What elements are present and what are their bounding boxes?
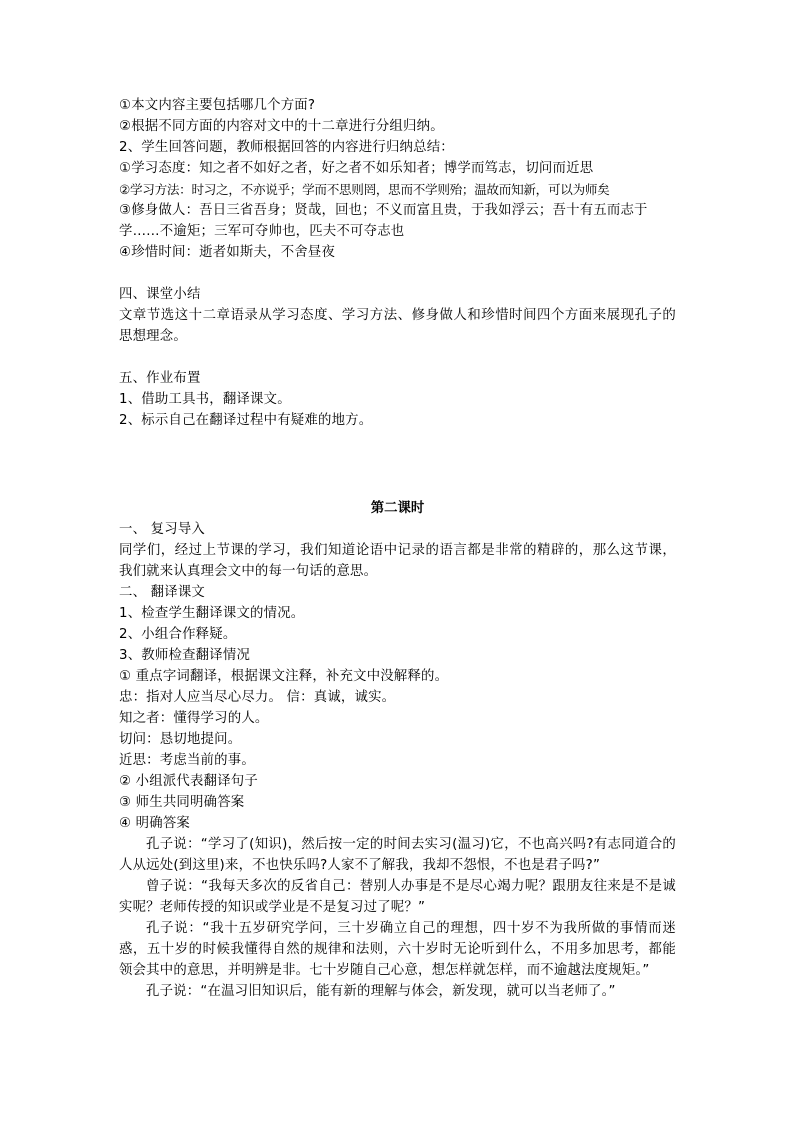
time-line: ④珍惜时间：逝者如斯夫，不舍昼夜 [119,245,336,260]
gloss-jinsi: 近思：考虑当前的事。 [119,753,255,768]
summary-text: 文章节选这十二章语录从学习态度、学习方法、修身做人和珍惜时间四个方面来展现孔子的思想理念。 [119,308,676,344]
gloss-qiewen: 切问：恳切地提问。 [119,732,242,747]
homework-section [119,368,676,431]
step-3: 3、教师检查翻译情况 [119,648,251,663]
attitude-line: ①学习态度：知之者不如好之者，好之者不如乐知者；博学而笃志，切问而近思 [119,161,594,176]
gloss-zhong-xin: 忠：指对人应当尽心尽力。 信：真诚，诚实。 [119,690,396,705]
answer-paragraph-2: 曾子说：“我每天多次的反省自己：替别人办事是不是尽心竭力呢？跟朋友往来是不是诚实呢？老师传授的知识或学业是不是复习过了呢？” [119,879,676,915]
substep-3: ③ 师生共同明确答案 [119,795,245,810]
substep-2: ② 小组派代表翻译句子 [119,774,258,789]
lesson2-title: 第二课时 [370,501,425,516]
intro-heading: 一、 复习导入 [119,522,205,537]
translate-heading: 二、 翻译课文 [119,585,205,600]
answer-paragraph-4: 孔子说：“在温习旧知识后，能有新的理解与体会，新发现，就可以当老师了。” [146,984,616,999]
part1-list [119,95,676,263]
gloss-zhizhizhe: 知之者：懂得学习的人。 [119,711,269,726]
question-2: ②根据不同方面的内容对文中的十二章进行分组归纳。 [119,119,444,134]
method-line: ②学习方法：时习之，不亦说乎；学而不思则罔，思而不学则殆；温故而知新，可以为师矣 [119,182,610,197]
homework-item-2: 2、标示自己在翻译过程中有疑难的地方。 [119,413,373,428]
homework-item-1: 1、借助工具书，翻译课文。 [119,392,291,407]
summary-heading: 四、课堂小结 [119,287,201,302]
substep-1: ① 重点字词翻译，根据课文注释，补充文中没解释的。 [119,669,449,684]
summary-section [119,284,676,347]
conduct-line-cont: 学……不逾矩；三军可夺帅也，匹夫不可夺志也 [119,224,405,239]
conduct-line: ③修身做人：吾日三省吾身；贤哉，回也；不义而富且贵，于我如浮云；吾十有五而志于 [119,203,648,218]
answer-step-2: 2、学生回答问题，教师根据回答的内容进行归纳总结： [119,140,454,155]
intro-text: 同学们，经过上节课的学习，我们知道论语中记录的语言都是非常的精辟的，那么这节课，我们就来认真理会文中的每一句话的意思。 [119,543,676,579]
homework-heading: 五、作业布置 [119,371,201,386]
substep-4: ④ 明确答案 [119,816,191,831]
answer-paragraph-3: 孔子说：“我十五岁研究学问，三十岁确立自己的理想，四十岁不为我所做的事情而迷惑，五十岁的时候我懂得自然的规律和法则，六十岁时无论听到什么，不用多加思考，都能领会其中的意思，并明辨是非。七十岁随自己心意，想怎样就怎样，而不逾越法度规矩。” [119,921,676,978]
answer-paragraph-1: 孔子说：“学习了(知识)，然后按一定的时间去实习(温习)它，不也高兴吗?有志同道合的人从远处(到这里)来，不也快乐吗?人家不了解我，我却不怨恨，不也是君子吗?” [119,837,676,873]
lesson2-section [119,498,676,1002]
step-1: 1、检查学生翻译课文的情况。 [119,606,305,621]
question-1: ①本文内容主要包括哪几个方面? [119,98,316,113]
step-2: 2、小组合作释疑。 [119,627,237,642]
